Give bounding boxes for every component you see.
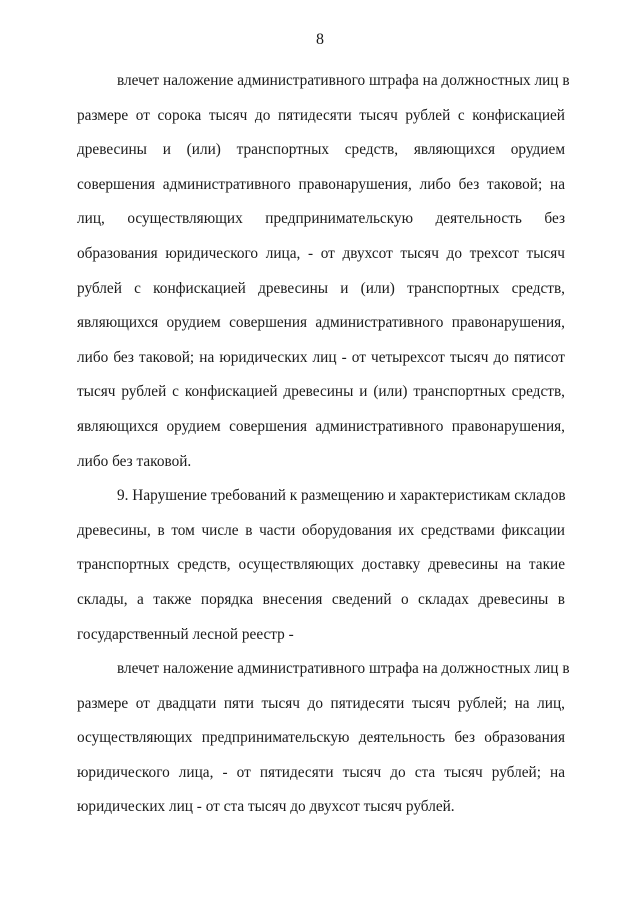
text-line: размере от двадцати пяти тысяч до пятидесяти тысяч рублей; на лиц,: [77, 694, 565, 712]
document-body: [77, 64, 570, 825]
page-number: 8: [316, 31, 324, 48]
text-line: склады, а также порядка внесения сведений о складах древесины в: [77, 590, 565, 608]
paragraph-item-9: [77, 479, 565, 652]
text-line: размере от сорока тысяч до пятидесяти тысяч рублей с конфискацией: [77, 106, 565, 124]
text-line: юридических лиц - от ста тысяч до двухсот тысяч рублей.: [77, 798, 455, 816]
text-line: осуществляющих предпринимательскую деятельность без образования: [77, 729, 565, 747]
text-line: 9. Нарушение требований к размещению и характеристикам складов: [117, 487, 566, 505]
text-line: древесины и (или) транспортных средств, являющихся орудием: [77, 141, 565, 159]
text-line: лиц, осуществляющих предпринимательскую деятельность без: [77, 210, 565, 228]
text-line: древесины, в том числе в части оборудования их средствами фиксации: [77, 521, 565, 539]
text-line: юридического лица, - от пятидесяти тысяч до ста тысяч рублей; на: [77, 763, 565, 781]
paragraph-penalty-clause-8: [77, 64, 570, 479]
text-line: являющихся орудием совершения административного правонарушения,: [77, 417, 565, 435]
text-line: совершения административного правонарушения, либо без таковой; на: [77, 175, 565, 193]
text-line: либо без таковой; на юридических лиц - от четырехсот тысяч до пятисот: [77, 348, 565, 366]
text-line: образования юридического лица, - от двухсот тысяч до трехсот тысяч: [77, 244, 565, 262]
text-line: транспортных средств, осуществляющих доставку древесины на такие: [77, 556, 565, 574]
paragraph-penalty-clause-9: [77, 652, 570, 825]
text-line: влечет наложение административного штрафа на должностных лиц в: [117, 72, 570, 89]
text-line: влечет наложение административного штрафа на должностных лиц в: [117, 660, 570, 678]
text-line: являющихся орудием совершения административного правонарушения,: [77, 314, 565, 332]
text-line: государственный лесной реестр -: [77, 625, 294, 643]
text-line: либо без таковой.: [77, 452, 192, 470]
text-line: тысяч рублей с конфискацией древесины и (или) транспортных средств,: [77, 383, 565, 401]
text-line: рублей с конфискацией древесины и (или) транспортных средств,: [77, 279, 565, 297]
